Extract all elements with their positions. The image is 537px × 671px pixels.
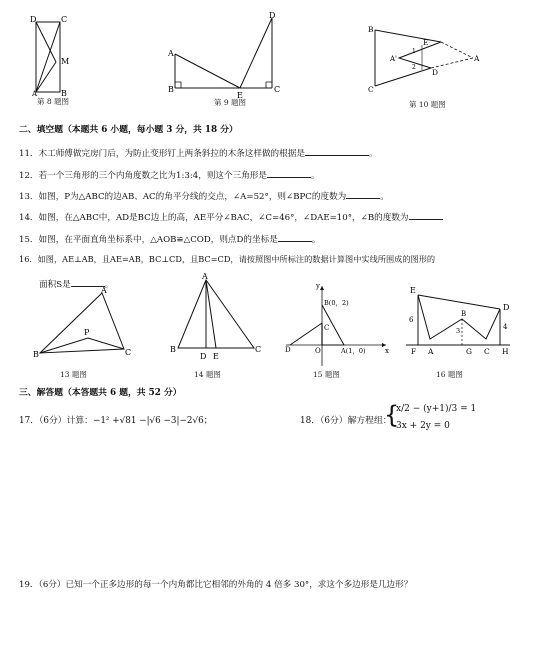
question-16-text-2: 面积S是 bbox=[39, 280, 71, 290]
label-c: C bbox=[255, 345, 262, 354]
figure-q13 bbox=[32, 285, 147, 365]
label-d: D bbox=[200, 352, 207, 361]
question-15-text: 15．如图，在平面直角坐标系中，△AOB≌△COD，则点D的坐标是 bbox=[19, 235, 278, 245]
answer-blank-14[interactable] bbox=[409, 210, 443, 220]
label-e: E bbox=[213, 352, 219, 361]
label-a: A bbox=[101, 286, 107, 295]
label-a: A bbox=[168, 49, 174, 58]
label-d: D bbox=[285, 346, 291, 354]
label-b: B bbox=[368, 25, 374, 34]
question-11-text: 11．木工师傅做完房门后，为防止变形钉上两条斜拉的木条这样做的根据是 bbox=[19, 149, 305, 159]
system-brace: { bbox=[384, 401, 400, 429]
label-p: P bbox=[84, 328, 90, 337]
label-angle-2: 2 bbox=[412, 64, 416, 71]
question-16 bbox=[19, 254, 435, 265]
question-18: 18．（6分）解方程组： bbox=[300, 416, 392, 426]
label-a-prime: A' bbox=[390, 55, 397, 63]
label-b: B bbox=[33, 350, 39, 359]
label-c: C bbox=[274, 85, 281, 94]
answer-blank-15[interactable] bbox=[278, 232, 312, 242]
label-d: D bbox=[269, 11, 276, 20]
caption-q8: 第 8 题图 bbox=[37, 97, 70, 106]
figure-q16 bbox=[400, 283, 518, 363]
label-angle-1: 1 bbox=[412, 48, 416, 55]
label-d: D bbox=[30, 15, 37, 24]
label-e: E bbox=[237, 91, 243, 98]
question-14 bbox=[19, 210, 443, 223]
question-15 bbox=[19, 232, 320, 245]
label-a: A bbox=[474, 54, 480, 63]
label-a: A bbox=[202, 272, 208, 281]
label-c: C bbox=[324, 324, 330, 332]
label-d: D bbox=[432, 68, 439, 77]
label-y: y bbox=[316, 282, 320, 290]
label-b: B bbox=[170, 345, 176, 354]
figure-q9 bbox=[165, 10, 290, 98]
label-d: D bbox=[503, 303, 510, 312]
answer-blank-11[interactable] bbox=[305, 146, 369, 156]
label-c: C bbox=[484, 347, 490, 356]
answer-blank-12[interactable] bbox=[267, 168, 311, 178]
equation-2: 3x + 2y = 0 bbox=[396, 421, 450, 431]
caption-q15: 15 题图 bbox=[313, 370, 340, 379]
caption-q16: 16 题图 bbox=[436, 370, 463, 379]
caption-q14: 14 题图 bbox=[194, 370, 221, 379]
label-b: B bbox=[61, 89, 67, 96]
label-c: C bbox=[61, 15, 68, 24]
label-3: 3 bbox=[456, 327, 461, 335]
label-b-coord: B(0，2) bbox=[324, 299, 349, 307]
label-b: B bbox=[168, 85, 174, 94]
question-13 bbox=[19, 189, 389, 202]
label-h: H bbox=[502, 347, 509, 356]
question-15-end: 。 bbox=[311, 235, 321, 245]
figure-q8 bbox=[28, 14, 108, 96]
question-13-end: 。 bbox=[380, 192, 389, 202]
answer-blank-13[interactable] bbox=[346, 189, 380, 199]
question-13-text: 13．如图，P为△ABC的边AB、AC的角平分线的交点，∠A=52°，则∠BPC的度数为 bbox=[19, 192, 347, 202]
question-14-text: 14．如图，在△ABC中，AD是BC边上的高，AE平分∠BAC，∠C=46°，∠DAE=10°，∠B的度数为 bbox=[19, 213, 409, 223]
label-a: A bbox=[32, 90, 38, 96]
label-m: M bbox=[61, 57, 70, 66]
caption-q10: 第 10 题图 bbox=[409, 100, 446, 109]
section-solve-heading: 三、解答题（本答题共 6 题，共 52 分） bbox=[19, 388, 182, 398]
label-o: O bbox=[315, 347, 321, 355]
caption-q9: 第 9 题图 bbox=[214, 98, 247, 107]
question-12-text: 12．若一个三角形的三个内角度数之比为1:3:4，则这个三角形是 bbox=[19, 171, 267, 181]
label-f: F bbox=[411, 347, 417, 356]
label-c: C bbox=[368, 85, 374, 94]
question-12 bbox=[19, 168, 320, 181]
label-b: B bbox=[461, 310, 467, 318]
label-x: x bbox=[385, 347, 389, 355]
figure-q14 bbox=[166, 270, 266, 362]
question-12-end: 。 bbox=[310, 171, 320, 181]
label-4: 4 bbox=[503, 323, 508, 331]
question-16-text: 16．如图，AE⊥AB，且AE=AB，BC⊥CD，且BC=CD，请按照图中所标注的数据计算图中实线所围成的图形的 bbox=[19, 254, 436, 264]
label-a: A bbox=[428, 347, 434, 356]
label-e: E bbox=[423, 38, 429, 47]
label-g: G bbox=[466, 347, 472, 356]
question-19: 19．（6分）已知一个正多边形的每一个内角都比它相邻的外角的 4 倍多 30°，求这个多边形是几边形？ bbox=[19, 580, 413, 590]
caption-q13: 13 题图 bbox=[60, 370, 87, 379]
section-fill-heading: 二、填空题（本题共 6 小题，每小题 3 分，共 18 分） bbox=[19, 125, 238, 135]
figure-q15 bbox=[282, 280, 394, 368]
figure-q10 bbox=[365, 20, 485, 98]
question-17: 17．（6分）计算：−1² +√81 −|√6 −3|−2√6； bbox=[19, 416, 213, 426]
question-16-end: 。 bbox=[104, 280, 114, 290]
label-e: E bbox=[410, 286, 416, 295]
label-6: 6 bbox=[409, 316, 414, 324]
question-11 bbox=[19, 146, 378, 159]
question-11-end: 。 bbox=[368, 149, 378, 159]
label-c: C bbox=[125, 348, 132, 357]
equation-1: x/2 − (y+1)/3 = 1 bbox=[396, 404, 477, 414]
label-a-coord: A(1，0) bbox=[341, 347, 366, 355]
